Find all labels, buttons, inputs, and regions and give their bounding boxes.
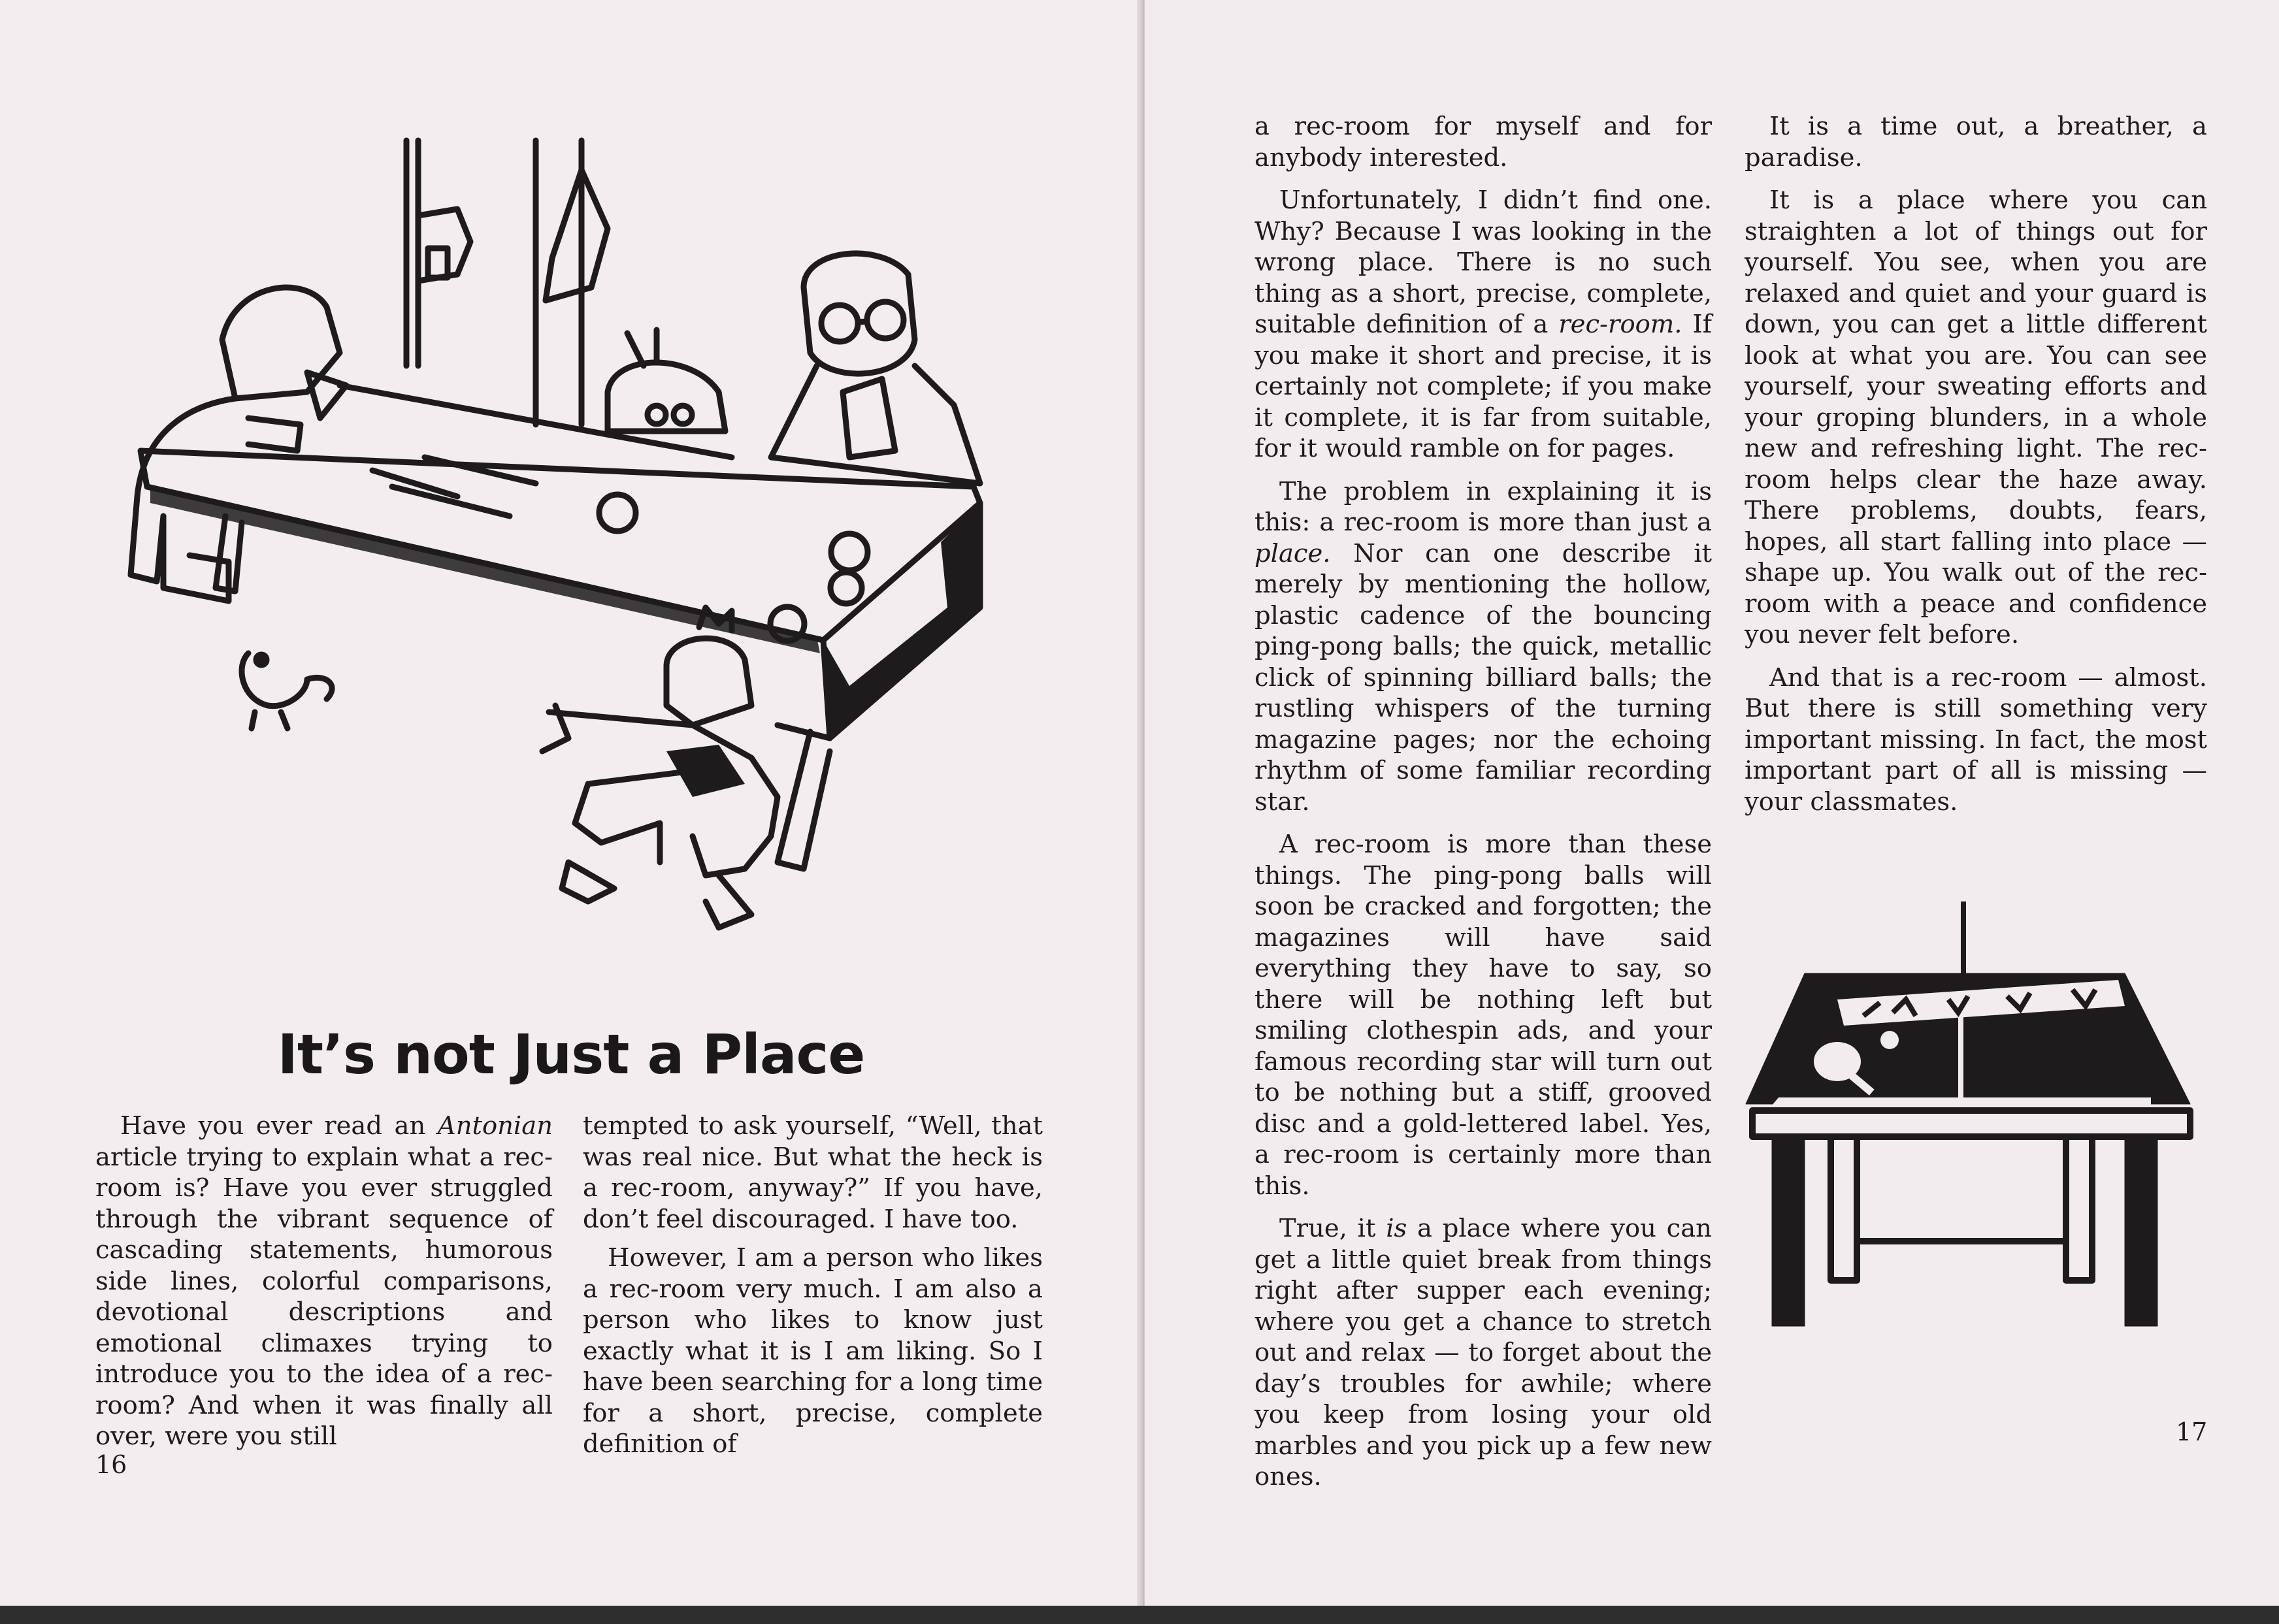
paragraph: Unfortunately, I didn’t find one. Why? Because I was looking in the wrong place. There is no such thing as a short, precise, complete, suitable definition of a rec-room. If you make it short and precise, it is certainly not complete; if you make it complete, it is far from suitable, for it would ramble on for pages. [1254, 186, 1712, 463]
left-page [0, 0, 1142, 1606]
paragraph: A rec-room is more than these things. The ping-pong balls will soon be cracked and forgotten; the magazines will have said everything they have to say, so there will be nothing left but smiling clothespin ads, and your famous recording star will turn out to be nothing but a stiff, grooved disc and a gold-lettered label. Yes, a rec-room is certainly more than this. [1254, 830, 1712, 1201]
paragraph: tempted to ask yourself, “Well, that was real nice. But what the heck is a rec-room, anyway?” If you have, don’t feel discouraged. I have too. [583, 1111, 1043, 1234]
paragraph: a rec-room for myself and for anybody interested. [1254, 112, 1712, 172]
page-number-left: 16 [95, 1450, 127, 1479]
right-column-1 [1254, 111, 1712, 1504]
paragraph: True, it is a place where you can get a little quiet break from things right after supper each evening; where you get a chance to stretch out and relax — to forget about the day’s troubles for awhile; where you keep from losing your old marbles and you pick up a few new ones. [1254, 1214, 1712, 1491]
scan-bottom-edge [0, 1606, 2279, 1624]
paragraph: The problem in explaining it is this: a rec-room is more than just a place. Nor can one describe it merely by mentioning the hollow, plastic cadence of the bouncing ping-pong balls; the quick, metallic click of spinning billiard balls; the rustling whispers of the turning magazine pages; nor the echoing rhythm of some familiar recording star. [1254, 476, 1712, 817]
right-column-2 [1745, 111, 2207, 829]
paragraph: It is a time out, a breather, a paradise. [1745, 112, 2207, 172]
paragraph: However, I am a person who likes a rec-room very much. I am also a person who likes to know just exactly what it is I am liking. So I have been searching for a long time for a short, precise, complete definition of [583, 1243, 1043, 1459]
left-column-2 [583, 1111, 1043, 1472]
paragraph: And that is a rec-room — almost. But there is still something very important missing. In fact, the most important part of all is missing — your classmates. [1745, 662, 2207, 817]
right-page [1145, 0, 2279, 1606]
left-column-1 [95, 1111, 553, 1464]
woodcut-illustration-shuffleboard [0, 0, 1142, 993]
woodcut-illustration-ping-pong-table [1733, 901, 2229, 1333]
paragraph: It is a place where you can straighten a lot of things out for yourself. You see, when you are relaxed and quiet and your guard is down, you can get a little different look at what you are. You can see yourself, your sweating efforts and your groping blunders, in a whole new and refreshing light. The rec-room helps clear the haze away. There problems, doubts, fears, hopes, all start falling into place — shape up. You walk out of the rec-room with a peace and confidence you never felt before. [1745, 186, 2207, 649]
paragraph: Have you ever read an Antonian article trying to explain what a rec-room is? Have you ever struggled through the vibrant sequence of cascading statements, humorous side lines, colorful comparisons, devotional descriptions and emotional climaxes trying to introduce you to the idea of a rec-room? And when it was finally all over, were you still [95, 1111, 553, 1451]
article-title: It’s not Just a Place [277, 1022, 865, 1086]
page-number-right: 17 [2176, 1418, 2208, 1446]
